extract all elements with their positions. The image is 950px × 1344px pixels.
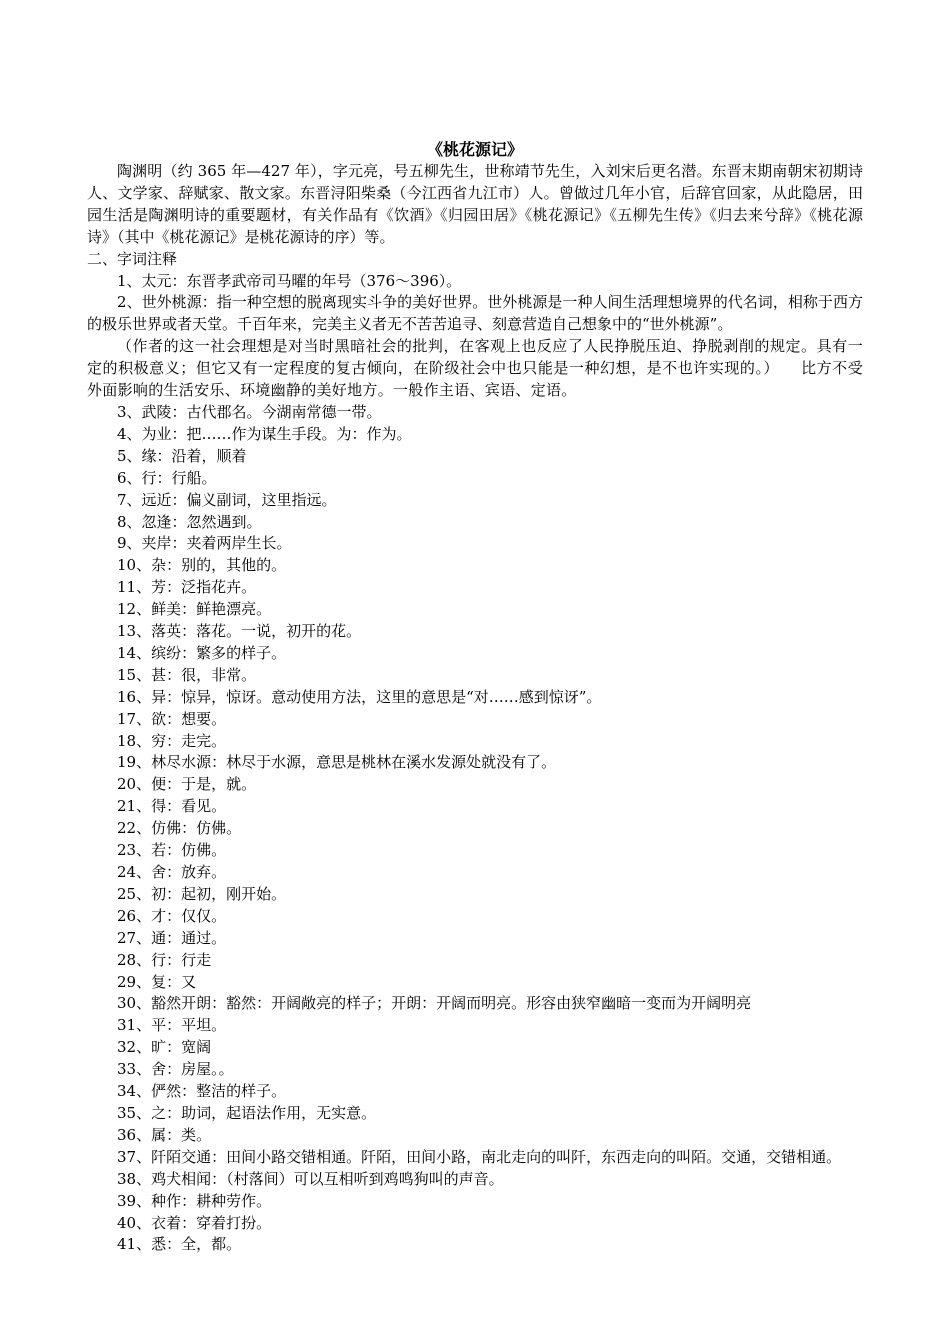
annotation-item: 25、初：起初，刚开始。	[117, 884, 287, 903]
annotation-item: 17、欲：想要。	[117, 709, 227, 728]
annotation-item: 23、若：仿佛。	[117, 841, 227, 860]
annotation-item: 16、异：惊异，惊讶。意动使用方法，这里的意思是“对……感到惊讶”。	[117, 687, 602, 706]
annotation-item: 15、甚：很，非常。	[117, 665, 257, 684]
annotation-item: 38、鸡犬相闻：（村落间）可以互相听到鸡鸣狗叫的声音。	[117, 1169, 504, 1188]
annotation-item: 13、落英：落花。一说，初开的花。	[117, 622, 362, 641]
document-title: 《桃花源记》	[426, 140, 523, 159]
annotation-item: 24、舍：放弃。	[117, 863, 227, 881]
annotation-item: 35、之：助词，起语法作用，无实意。	[117, 1103, 377, 1122]
annotation-item: 4、为业：把……作为谋生手段。为：作为。	[117, 424, 412, 443]
annotation-item: 19、林尽水源：林尽于水源，意思是桃林在溪水发源处就没有了。	[117, 753, 557, 772]
annotation-item: 8、忽逢：忽然遇到。	[117, 512, 262, 531]
annotation-item: 28、行：行走	[117, 950, 212, 969]
annotation-item: 40、衣着：穿着打扮。	[117, 1213, 272, 1232]
note-main-text: （作者的这一社会理想是对当时黑暗社会的批判，在客观上也反应了人民挣脱压迫、挣脱剥削的规定。具有一定的积极意义；但它又有一定程度的复古倾向，在阶级社会中也只能是一种幻想，是不也许实现的。）	[87, 337, 863, 378]
annotation-item: 29、复：又	[117, 972, 197, 991]
annotation-item: 3、武陵：古代郡名。今湖南常德一带。	[117, 402, 382, 421]
annotation-item: 33、舍：房屋。。	[117, 1060, 234, 1079]
author-ideal-note	[87, 336, 863, 402]
annotation-item: 26、才：仅仅。	[117, 906, 227, 925]
annotation-item: 39、种作：耕种劳作。	[117, 1191, 272, 1210]
annotation-item: 31、平：平坦。	[117, 1016, 227, 1035]
annotation-item: 2、世外桃源：指一种空想的脱离现实斗争的美好世界。世外桃源是一种人间生活理想境界的代名词，相称于西方的极乐世界或者天堂。千百年来，完美主义者无不苦苦追寻、刻意营造自己想象中的“世外桃源”。	[87, 293, 863, 334]
annotation-item: 14、缤纷：繁多的样子。	[117, 643, 287, 662]
annotation-item: 18、穷：走完。	[117, 731, 227, 750]
annotation-item: 11、芳：泛指花卉。	[117, 578, 257, 597]
annotation-item: 22、仿佛：仿佛。	[117, 819, 242, 838]
annotation-item: 36、属：类。	[117, 1125, 212, 1144]
annotation-item: 32、旷：宽阔	[117, 1038, 212, 1057]
annotation-item: 21、得：看见。	[117, 797, 227, 816]
annotation-item: 12、鲜美：鲜艳漂亮。	[117, 600, 272, 619]
annotation-item: 10、杂：别的，其他的。	[117, 556, 287, 575]
author-intro-paragraph: 陶渊明（约 365 年—427 年），字元亮，号五柳先生，世称靖节先生，入刘宋后更名潜。东晋末期南朝宋初期诗人、文学家、辞赋家、散文家。东晋浔阳柴桑（今江西省九江市）人。曾做过几年小官，后辞官回家，从此隐居，田园生活是陶渊明诗的重要题材，有关作品有《饮酒》《归园田居》《桃花源记》《五柳先生传》《归去来兮辞》《桃花源诗》（其中《桃花源记》是桃花源诗的序）等。	[87, 162, 863, 246]
note-tail-text: 比方不受外面影响的生活安乐、环境幽静的美好地方。一般作主语、宾语、定语。	[87, 359, 863, 400]
section-heading: 二、字词注释	[87, 249, 178, 268]
annotation-item: 27、通：通过。	[117, 928, 227, 947]
annotation-item: 1、太元：东晋孝武帝司马曜的年号（376～396）。	[117, 271, 462, 290]
annotation-item: 34、俨然：整洁的样子。	[117, 1082, 287, 1101]
annotation-item: 5、缘：沿着，顺着	[117, 446, 247, 465]
annotation-item: 6、行：行船。	[117, 468, 217, 487]
annotation-item: 9、夹岸：夹着两岸生长。	[117, 534, 292, 553]
annotation-item: 30、豁然开朗：豁然：开阔敞亮的样子；开朗：开阔而明亮。形容由狭窄幽暗一变而为开阔明亮	[117, 994, 752, 1013]
annotation-item: 20、便：于是，就。	[117, 775, 257, 794]
annotation-item: 41、悉：全，都。	[117, 1235, 242, 1254]
annotation-item: 37、阡陌交通：田间小路交错相通。阡陌，田间小路，南北走向的叫阡，东西走向的叫陌。交通，交错相通。	[117, 1147, 842, 1166]
annotation-item: 7、远近：偏义副词，这里指远。	[117, 490, 337, 509]
document-page	[87, 139, 863, 1256]
